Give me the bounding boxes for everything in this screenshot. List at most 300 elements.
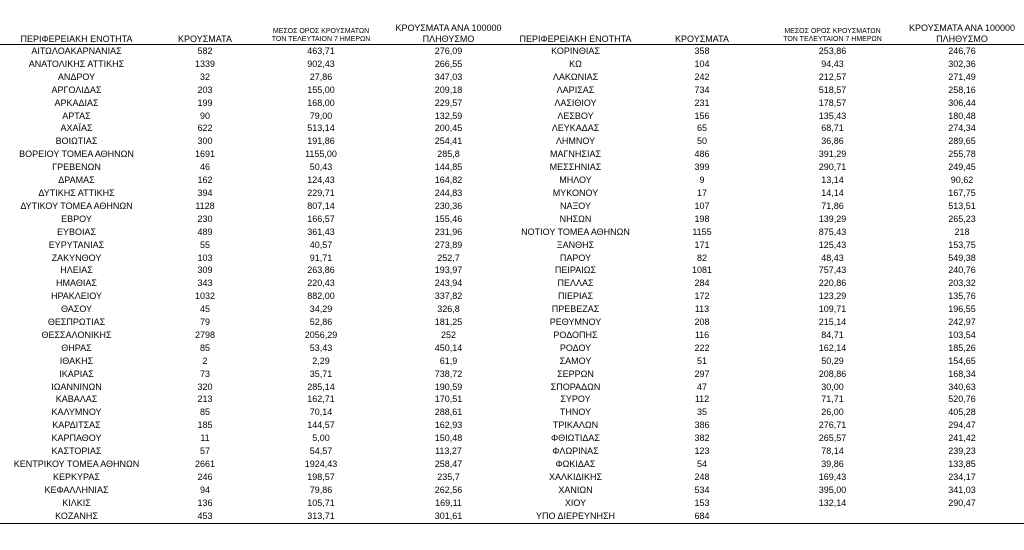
cell-cases: 248 bbox=[694, 471, 710, 482]
cell-cases: 382 bbox=[694, 433, 710, 444]
cell-cases: 622 bbox=[197, 123, 213, 134]
header-region: ΠΕΡΙΦΕΡΕΙΑΚΗ ΕΝΟΤΗΤΑ bbox=[0, 12, 153, 45]
cell-per-100000: 289,65 bbox=[948, 136, 976, 147]
cell-avg-7-days: 208,86 bbox=[818, 368, 847, 379]
cell-avg-7-days: 191,86 bbox=[307, 136, 335, 147]
cell-region: ΜΕΣΣΗΝΙΑΣ bbox=[549, 162, 602, 173]
cell-avg-7-days: 290,71 bbox=[818, 162, 847, 173]
table-row bbox=[0, 329, 512, 342]
cell-per-100000: 243,94 bbox=[434, 278, 463, 289]
cell-avg-7-days: 30,00 bbox=[821, 381, 844, 392]
table-row bbox=[512, 419, 1024, 432]
cell-per-100000: 246,76 bbox=[948, 46, 976, 56]
cases-table-left bbox=[0, 12, 512, 524]
cell-region: ΓΡΕΒΕΝΩΝ bbox=[52, 162, 101, 173]
cell-cases: 153 bbox=[694, 497, 710, 508]
table-row bbox=[512, 329, 1024, 342]
cell-region: ΠΕΙΡΑΙΩΣ bbox=[554, 265, 597, 276]
cell-cases: 65 bbox=[696, 123, 707, 134]
table-row bbox=[0, 187, 512, 200]
header-per-100000 bbox=[385, 12, 512, 45]
header-avg-7-days bbox=[765, 12, 900, 45]
cell-region: ΛΕΥΚΑΔΑΣ bbox=[551, 123, 600, 134]
cell-avg-7-days: 155,00 bbox=[307, 84, 335, 95]
table-row bbox=[512, 458, 1024, 471]
cell-cases: 85 bbox=[199, 342, 210, 353]
cell-avg-7-days: 265,57 bbox=[818, 433, 847, 444]
cell-cases: 47 bbox=[696, 381, 707, 392]
cell-avg-7-days: 78,14 bbox=[821, 446, 844, 457]
cell-per-100000: 218 bbox=[954, 226, 970, 237]
table-row bbox=[0, 97, 512, 110]
cell-per-100000: 274,34 bbox=[948, 123, 976, 134]
cell-cases: 203 bbox=[197, 84, 213, 95]
cell-per-100000: 340,63 bbox=[948, 381, 976, 392]
cell-per-100000: 203,32 bbox=[948, 278, 976, 289]
cell-region: ΒΟΙΩΤΙΑΣ bbox=[55, 136, 98, 147]
cell-cases: 32 bbox=[199, 71, 210, 82]
table-row bbox=[0, 200, 512, 213]
cell-cases: 489 bbox=[197, 226, 213, 237]
cell-avg-7-days: 40,57 bbox=[309, 239, 333, 250]
cell-avg-7-days: 1155,00 bbox=[305, 149, 337, 160]
cell-cases: 136 bbox=[197, 497, 213, 508]
header-avg-7-days bbox=[257, 12, 385, 45]
cell-per-100000: 285,8 bbox=[437, 149, 460, 160]
cell-cases: 112 bbox=[694, 394, 710, 405]
cell-cases: 116 bbox=[694, 329, 710, 340]
cell-region: ΞΑΝΘΗΣ bbox=[556, 239, 595, 250]
cell-per-100000: 193,97 bbox=[434, 265, 463, 276]
cell-avg-7-days: 48,43 bbox=[821, 252, 844, 263]
table-row bbox=[0, 510, 512, 523]
table-row bbox=[512, 200, 1024, 213]
table-row bbox=[0, 122, 512, 135]
cell-region: ΑΙΤΩΛΟΑΚΑΡΝΑΝΙΑΣ bbox=[31, 46, 122, 56]
header-avg-line1: ΜΕΣΟΣ ΟΡΟΣ ΚΡΟΥΣΜΑΤΩΝ bbox=[784, 27, 881, 35]
table-row bbox=[512, 110, 1024, 123]
cell-region: ΔΡΑΜΑΣ bbox=[58, 175, 95, 186]
cell-per-100000: 164,82 bbox=[434, 175, 463, 186]
cell-per-100000: 168,34 bbox=[948, 368, 976, 379]
cell-region: ΠΕΛΛΑΣ bbox=[557, 278, 594, 289]
cell-cases: 222 bbox=[694, 342, 710, 353]
cell-region: ΣΠΟΡΑΔΩΝ bbox=[550, 381, 601, 392]
cell-per-100000: 185,26 bbox=[948, 342, 976, 353]
cell-region: ΑΡΓΟΛΙΔΑΣ bbox=[51, 84, 102, 95]
cell-cases: 534 bbox=[694, 484, 710, 495]
cell-avg-7-days: 162,14 bbox=[818, 342, 847, 353]
cell-avg-7-days bbox=[765, 510, 900, 523]
cell-region: ΝΟΤΙΟΥ ΤΟΜΕΑ ΑΘΗΝΩΝ bbox=[521, 226, 630, 237]
cell-region: ΑΡΚΑΔΙΑΣ bbox=[54, 97, 99, 108]
table-row bbox=[512, 277, 1024, 290]
cell-avg-7-days: 253,86 bbox=[818, 46, 847, 56]
cell-region: ΕΒΡΟΥ bbox=[61, 213, 92, 224]
cell-per-100000: 229,57 bbox=[434, 97, 463, 108]
table-row bbox=[0, 226, 512, 239]
cell-region: ΙΩΑΝΝΙΝΩΝ bbox=[51, 381, 102, 392]
cell-cases: 386 bbox=[694, 420, 710, 431]
header-per-line1: ΚΡΟΥΣΜΑΤΑ ΑΝΑ 100000 bbox=[909, 23, 1015, 34]
cell-cases: 107 bbox=[694, 200, 710, 211]
table-row bbox=[512, 393, 1024, 406]
cell-per-100000: 254,41 bbox=[434, 136, 463, 147]
table-row bbox=[512, 484, 1024, 497]
cell-avg-7-days: 168,00 bbox=[307, 97, 335, 108]
cell-cases: 208 bbox=[694, 317, 710, 328]
cell-cases: 394 bbox=[197, 187, 213, 198]
table-row bbox=[512, 45, 1024, 58]
table-row bbox=[512, 264, 1024, 277]
cell-region: ΘΕΣΣΑΛΟΝΙΚΗΣ bbox=[41, 329, 112, 340]
table-row bbox=[0, 458, 512, 471]
table-row bbox=[512, 355, 1024, 368]
header-row bbox=[512, 12, 1024, 45]
cell-cases: 55 bbox=[199, 239, 210, 250]
cell-per-100000: 239,23 bbox=[948, 446, 976, 457]
cell-per-100000: 240,76 bbox=[948, 265, 976, 276]
cell-avg-7-days: 36,86 bbox=[821, 136, 844, 147]
cell-per-100000: 196,55 bbox=[948, 304, 976, 315]
cell-avg-7-days: 518,57 bbox=[818, 84, 847, 95]
cell-avg-7-days: 276,71 bbox=[818, 420, 847, 431]
cell-region: ΕΥΡΥΤΑΝΙΑΣ bbox=[48, 239, 105, 250]
table-row bbox=[0, 393, 512, 406]
cell-cases: 104 bbox=[694, 58, 710, 69]
cell-per-100000: 405,28 bbox=[948, 407, 976, 418]
cell-cases: 17 bbox=[696, 187, 707, 198]
table-row bbox=[0, 277, 512, 290]
cell-avg-7-days: 53,43 bbox=[309, 342, 333, 353]
table-row bbox=[0, 135, 512, 148]
cell-per-100000: 252 bbox=[440, 329, 457, 340]
cell-region: ΒΟΡΕΙΟΥ ΤΟΜΕΑ ΑΘΗΝΩΝ bbox=[19, 149, 134, 160]
cell-avg-7-days: 13,14 bbox=[821, 175, 844, 186]
cell-cases: 1155 bbox=[692, 226, 712, 237]
cell-per-100000: 276,09 bbox=[434, 46, 463, 56]
header-per-line2: ΠΛΗΘΥΣΜΟ bbox=[422, 33, 475, 44]
cell-cases: 113 bbox=[694, 304, 710, 315]
cell-per-100000: 235,7 bbox=[437, 471, 460, 482]
cell-per-100000: 167,75 bbox=[948, 187, 976, 198]
cell-cases: 123 bbox=[694, 446, 710, 457]
cell-per-100000: 273,89 bbox=[434, 239, 463, 250]
cell-avg-7-days: 285,14 bbox=[307, 381, 335, 392]
table-row bbox=[512, 84, 1024, 97]
table-row bbox=[512, 406, 1024, 419]
table-row bbox=[0, 342, 512, 355]
cell-avg-7-days: 5,00 bbox=[312, 433, 330, 444]
cell-per-100000: 302,36 bbox=[948, 58, 976, 69]
cell-per-100000: 520,76 bbox=[948, 394, 976, 405]
cell-avg-7-days: 94,43 bbox=[821, 58, 844, 69]
cell-per-100000: 169,11 bbox=[435, 497, 462, 508]
cell-cases: 9 bbox=[699, 175, 705, 186]
table-row bbox=[0, 161, 512, 174]
cell-avg-7-days: 139,29 bbox=[818, 213, 847, 224]
cell-cases: 684 bbox=[639, 510, 765, 523]
cell-cases: 1081 bbox=[691, 265, 713, 276]
cell-region: ΤΗΝΟΥ bbox=[559, 407, 592, 418]
cell-avg-7-days: 220,43 bbox=[307, 278, 335, 289]
table-row bbox=[0, 471, 512, 484]
cell-cases: 171 bbox=[694, 239, 710, 250]
cell-avg-7-days: 70,14 bbox=[309, 407, 333, 418]
cell-cases: 230 bbox=[197, 213, 213, 224]
cell-cases: 2661 bbox=[194, 459, 216, 469]
header-cases: ΚΡΟΥΣΜΑΤΑ bbox=[153, 12, 257, 45]
cell-per-100000: 162,93 bbox=[434, 420, 463, 431]
cell-region: ΤΡΙΚΑΛΩΝ bbox=[552, 420, 599, 431]
cell-cases: 51 bbox=[696, 355, 707, 366]
table-row bbox=[0, 148, 512, 161]
table-row bbox=[0, 110, 512, 123]
cell-per-100000: 738,72 bbox=[434, 368, 463, 379]
cell-per-100000: 294,47 bbox=[948, 420, 976, 431]
table-row bbox=[0, 497, 512, 510]
cell-region: ΝΗΣΩΝ bbox=[559, 213, 592, 224]
cell-region: ΘΑΣΟΥ bbox=[60, 304, 93, 315]
cell-region: ΠΡΕΒΕΖΑΣ bbox=[551, 304, 600, 315]
cell-region: ΚΑΛΥΜΝΟΥ bbox=[51, 407, 102, 418]
cell-avg-7-days: 215,14 bbox=[818, 317, 847, 328]
table-row bbox=[512, 135, 1024, 148]
cell-per-100000: 258,47 bbox=[434, 459, 463, 469]
cell-region: ΛΑΣΙΘΙΟΥ bbox=[554, 97, 597, 108]
cell-avg-7-days: 882,00 bbox=[307, 291, 335, 302]
cell-per-100000: 347,03 bbox=[434, 71, 463, 82]
cell-region: ΚΟΡΙΝΘΙΑΣ bbox=[551, 46, 600, 56]
cell-cases: 2 bbox=[202, 355, 208, 366]
cell-region: ΣΑΜΟΥ bbox=[559, 355, 592, 366]
cell-per-100000: 180,48 bbox=[948, 110, 976, 121]
cell-avg-7-days: 54,57 bbox=[309, 446, 333, 457]
cell-region: ΧΙΟΥ bbox=[564, 497, 587, 508]
table-row bbox=[0, 239, 512, 252]
cell-region: ΗΡΑΚΛΕΙΟΥ bbox=[50, 291, 103, 302]
cell-region: ΘΕΣΠΡΩΤΙΑΣ bbox=[47, 317, 106, 328]
header-region: ΠΕΡΙΦΕΡΕΙΑΚΗ ΕΝΟΤΗΤΑ bbox=[512, 12, 639, 45]
table-row bbox=[512, 226, 1024, 239]
cell-cases: 246 bbox=[197, 471, 213, 482]
cell-region: ΑΝΑΤΟΛΙΚΗΣ ΑΤΤΙΚΗΣ bbox=[28, 58, 125, 69]
cell-region: ΜΥΚΟΝΟΥ bbox=[552, 187, 599, 198]
cell-region: ΚΑΡΠΑΘΟΥ bbox=[51, 433, 102, 444]
cell-region: ΗΜΑΘΙΑΣ bbox=[56, 278, 97, 289]
table-body-right bbox=[512, 45, 1024, 524]
cell-region: ΡΟΔΟΠΗΣ bbox=[553, 329, 598, 340]
cell-region: ΑΧΑΪΑΣ bbox=[60, 123, 93, 134]
cell-region: ΚΑΣΤΟΡΙΑΣ bbox=[51, 446, 102, 457]
cell-cases: 35 bbox=[696, 407, 707, 418]
table-row bbox=[512, 290, 1024, 303]
cell-per-100000: 61,9 bbox=[439, 355, 458, 366]
cell-region: ΦΛΩΡΙΝΑΣ bbox=[552, 446, 599, 457]
cell-cases: 320 bbox=[197, 381, 213, 392]
table-row bbox=[0, 71, 512, 84]
cell-cases: 156 bbox=[694, 110, 710, 121]
cell-avg-7-days: 34,29 bbox=[309, 304, 333, 315]
cell-avg-7-days: 14,14 bbox=[821, 187, 844, 198]
cell-per-100000: 135,76 bbox=[948, 291, 976, 302]
cell-avg-7-days: 123,29 bbox=[818, 291, 847, 302]
cell-per-100000: 181,25 bbox=[434, 317, 463, 328]
cell-avg-7-days: 50,43 bbox=[309, 162, 333, 173]
cell-cases: 453 bbox=[153, 510, 257, 523]
cell-region: ΡΕΘΥΜΝΟΥ bbox=[549, 317, 602, 328]
cell-region: ΣΥΡΟΥ bbox=[560, 394, 591, 405]
table-row bbox=[0, 419, 512, 432]
cell-per-100000: 209,18 bbox=[434, 84, 463, 95]
cell-region: ΚΑΒΑΛΑΣ bbox=[55, 394, 98, 405]
cell-cases: 57 bbox=[199, 446, 210, 457]
cell-avg-7-days: 71,86 bbox=[821, 200, 844, 211]
cell-region: ΖΑΚΥΝΘΟΥ bbox=[51, 252, 102, 263]
table-row bbox=[0, 355, 512, 368]
cell-cases: 2798 bbox=[194, 329, 216, 340]
cell-per-100000: 249,45 bbox=[948, 162, 976, 173]
cell-cases: 734 bbox=[694, 84, 710, 95]
cell-per-100000: 265,23 bbox=[948, 213, 976, 224]
table-row bbox=[0, 213, 512, 226]
cell-cases: 486 bbox=[694, 149, 710, 160]
cell-avg-7-days: 169,43 bbox=[818, 471, 847, 482]
cell-per-100000: 133,85 bbox=[948, 459, 976, 469]
cell-avg-7-days: 109,71 bbox=[818, 304, 847, 315]
table-row bbox=[512, 122, 1024, 135]
cell-per-100000: 90,62 bbox=[950, 175, 974, 186]
cell-per-100000: 170,51 bbox=[434, 394, 463, 405]
cell-cases: 172 bbox=[694, 291, 710, 302]
table-row bbox=[0, 290, 512, 303]
cell-region: ΕΥΒΟΙΑΣ bbox=[56, 226, 97, 237]
cell-region: ΛΑΚΩΝΙΑΣ bbox=[552, 71, 599, 82]
cell-region: ΔΥΤΙΚΗΣ ΑΤΤΙΚΗΣ bbox=[38, 187, 115, 198]
cell-region: ΘΗΡΑΣ bbox=[61, 342, 92, 353]
cell-cases: 45 bbox=[199, 304, 210, 315]
table-row bbox=[512, 252, 1024, 265]
table-row bbox=[512, 445, 1024, 458]
cell-per-100000: 549,38 bbox=[948, 252, 976, 263]
cell-region: ΙΘΑΚΗΣ bbox=[59, 355, 94, 366]
cell-per-100000: 113,27 bbox=[435, 446, 462, 457]
table-row bbox=[0, 174, 512, 187]
cell-region: ΜΑΓΝΗΣΙΑΣ bbox=[549, 149, 602, 160]
cell-per-100000: 150,48 bbox=[434, 433, 463, 444]
cell-cases: 185 bbox=[197, 420, 213, 431]
cell-avg-7-days: 79,86 bbox=[309, 484, 333, 495]
cell-per-100000: 255,78 bbox=[948, 149, 976, 160]
cell-per-100000: 234,17 bbox=[948, 471, 976, 482]
cell-region: ΡΟΔΟΥ bbox=[559, 342, 592, 353]
cell-region: ΧΑΛΚΙΔΙΚΗΣ bbox=[548, 471, 603, 482]
cell-per-100000: 155,46 bbox=[434, 213, 463, 224]
table-row bbox=[512, 381, 1024, 394]
cell-region: ΗΛΕΙΑΣ bbox=[60, 265, 93, 276]
cell-region: ΠΑΡΟΥ bbox=[559, 252, 592, 263]
cell-avg-7-days: 263,86 bbox=[307, 265, 335, 276]
cell-avg-7-days: 132,14 bbox=[818, 497, 847, 508]
cell-region: ΦΘΙΩΤΙΔΑΣ bbox=[551, 433, 600, 444]
cell-region: ΚΕΦΑΛΛΗΝΙΑΣ bbox=[44, 484, 109, 495]
table-row bbox=[512, 187, 1024, 200]
cell-region: ΙΚΑΡΙΑΣ bbox=[59, 368, 94, 379]
cell-avg-7-days: 35,71 bbox=[309, 368, 333, 379]
cell-region: ΚΟΖΑΝΗΣ bbox=[0, 510, 153, 523]
cell-region: ΔΥΤΙΚΟΥ ΤΟΜΕΑ ΑΘΗΝΩΝ bbox=[20, 200, 133, 211]
cell-cases: 213 bbox=[197, 394, 213, 405]
cell-cases: 1691 bbox=[194, 149, 216, 160]
cell-avg-7-days: 1924,43 bbox=[304, 459, 338, 469]
cell-avg-7-days: 166,57 bbox=[307, 213, 335, 224]
cell-avg-7-days: 71,71 bbox=[821, 394, 844, 405]
cell-avg-7-days: 52,86 bbox=[309, 317, 333, 328]
cell-per-100000: 230,36 bbox=[434, 200, 463, 211]
cell-per-100000: 513,51 bbox=[948, 200, 976, 211]
cell-region: ΧΑΝΙΩΝ bbox=[558, 484, 593, 495]
cell-region: ΠΙΕΡΙΑΣ bbox=[557, 291, 594, 302]
cell-avg-7-days: 313,71 bbox=[257, 510, 385, 523]
cell-cases: 50 bbox=[696, 136, 707, 147]
cell-per-100000: 231,96 bbox=[434, 226, 463, 237]
table-row bbox=[512, 471, 1024, 484]
table-row bbox=[0, 432, 512, 445]
table-row bbox=[512, 342, 1024, 355]
cell-avg-7-days: 807,14 bbox=[307, 200, 335, 211]
header-avg-line2: ΤΟΝ ΤΕΛΕΥΤΑΙΟΝ 7 ΗΜΕΡΩΝ bbox=[783, 35, 882, 43]
cell-avg-7-days: 124,43 bbox=[307, 175, 335, 186]
cell-region: ΛΑΡΙΣΑΣ bbox=[556, 84, 595, 95]
cell-avg-7-days: 361,43 bbox=[307, 226, 335, 237]
cell-region: ΚΕΝΤΡΙΚΟΥ ΤΟΜΕΑ ΑΘΗΝΩΝ bbox=[13, 459, 140, 469]
cell-avg-7-days: 105,71 bbox=[307, 497, 335, 508]
cell-cases: 198 bbox=[694, 213, 710, 224]
cell-per-100000: 326,8 bbox=[437, 304, 460, 315]
cell-cases: 399 bbox=[694, 162, 710, 173]
table-row bbox=[512, 432, 1024, 445]
cell-region: ΑΡΤΑΣ bbox=[62, 110, 91, 121]
header-avg-line2: ΤΟΝ ΤΕΛΕΥΤΑΙΟΝ 7 ΗΜΕΡΩΝ bbox=[271, 35, 371, 43]
header-cases: ΚΡΟΥΣΜΑΤΑ bbox=[639, 12, 765, 45]
cell-cases: 85 bbox=[199, 407, 210, 418]
table-row bbox=[512, 174, 1024, 187]
cell-avg-7-days: 2056,29 bbox=[304, 329, 338, 340]
cell-per-100000: 262,56 bbox=[434, 484, 463, 495]
table-row bbox=[512, 58, 1024, 71]
table-row bbox=[0, 406, 512, 419]
cell-cases: 300 bbox=[197, 136, 213, 147]
cell-cases: 297 bbox=[694, 368, 710, 379]
table-row bbox=[512, 148, 1024, 161]
cell-cases: 90 bbox=[199, 110, 210, 121]
cell-avg-7-days: 178,57 bbox=[818, 97, 847, 108]
cell-cases: 54 bbox=[696, 459, 707, 469]
cell-per-100000: 241,42 bbox=[948, 433, 976, 444]
cell-region: ΚΑΡΔΙΤΣΑΣ bbox=[52, 420, 101, 431]
cell-avg-7-days: 91,71 bbox=[309, 252, 333, 263]
table-row bbox=[512, 368, 1024, 381]
cell-per-100000: 306,44 bbox=[948, 97, 976, 108]
cell-avg-7-days: 26,00 bbox=[821, 407, 844, 418]
cell-avg-7-days: 212,57 bbox=[818, 71, 847, 82]
cell-region: ΜΗΛΟΥ bbox=[559, 175, 592, 186]
header-row bbox=[0, 12, 512, 45]
table-row bbox=[0, 84, 512, 97]
table-row bbox=[512, 303, 1024, 316]
table-row bbox=[512, 510, 1024, 523]
cell-per-100000: 266,55 bbox=[434, 58, 463, 69]
